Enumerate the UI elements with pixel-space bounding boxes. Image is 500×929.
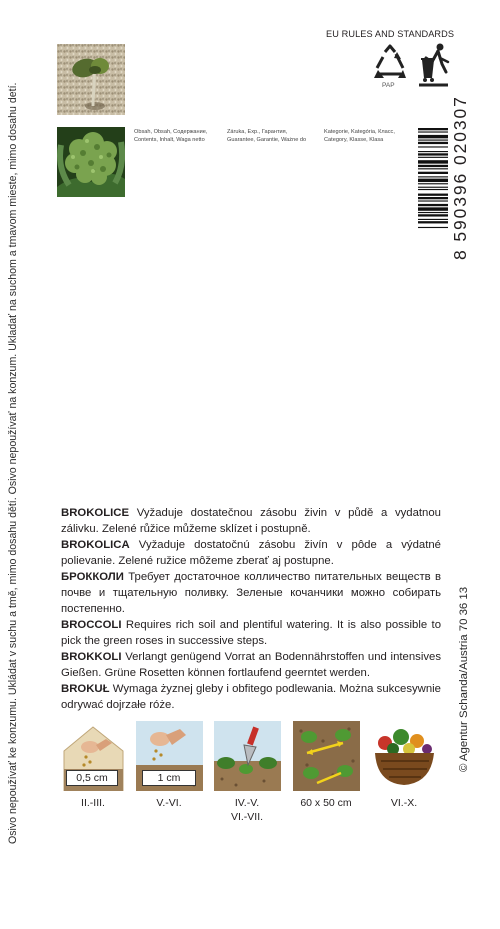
description-text: Verlangt genügend Vorrat an Bodennährstoffen und intensives Gießen. Grüne Rosetten können fortlaufend geerntet werden.	[61, 651, 441, 679]
recycle-icon	[370, 44, 410, 82]
variety-name: BROKOLICE	[61, 507, 130, 519]
contents-column	[134, 128, 207, 144]
no-litter-bin-icon	[418, 42, 452, 88]
sow-outdoor-depth: 1 cm	[142, 770, 196, 786]
contents-label-line: Contents, Inhalt, Waga netto	[134, 137, 205, 143]
barcode	[418, 128, 448, 260]
guarantee-column	[227, 128, 306, 144]
variety-name: BROKOLICA	[61, 539, 130, 551]
transplant-months-2: VI.-VII.	[230, 811, 264, 823]
description-text: Требует достаточное колличество питательных веществ в почве и тщательную поливку. Зеленые кочанчики можно собирать постепенно.	[61, 571, 441, 615]
broccoli-photo	[57, 127, 125, 197]
eu-standards-heading: EU RULES AND STANDARDS	[326, 29, 455, 39]
description-ru	[61, 569, 441, 617]
category-column	[324, 128, 395, 144]
category-label-line: Category, Klasse, Klasa	[324, 137, 384, 143]
description-text: Vyžaduje dostatočnú zásobu živín v pôde a výdatné polievanie. Zelené ružice môžeme zberať aj postupne.	[61, 539, 441, 567]
sow-outdoor-months: V.-VI.	[156, 797, 182, 809]
transplant-pictogram	[214, 721, 281, 791]
variety-name: БРОККОЛИ	[61, 571, 124, 583]
harvest-months: VI.-X.	[390, 797, 418, 809]
spacing-pictogram	[293, 721, 360, 791]
transplant-months-1: IV.-V.	[234, 797, 260, 809]
harvest-pictogram	[371, 721, 438, 791]
spacing-label: 60 x 50 cm	[300, 797, 352, 809]
sow-outdoor-pictogram	[136, 721, 203, 791]
guarantee-label-line: Guarantee, Garantie, Ważne do	[227, 137, 307, 143]
description-cs	[61, 505, 441, 537]
description-text: Vyžaduje dostatečnou zásobu živin v půdě a vydatnou zálivku. Zelené růžice můžeme sklízet i postupně.	[61, 507, 441, 535]
description-pl	[61, 681, 441, 713]
description-text: Wymaga żyznej gleby i obfitego podlewania. Można sukcesywnie odrywać dojrzałe róże.	[61, 683, 441, 711]
description-en	[61, 617, 441, 649]
storage-instructions-side-text: Osivo nepoužívať ke konzumu. Ukládat v suchu a tmě, mimo dosahu dětí. Osivo nepoužívať na konzum. Ukladať na suchom a tmavom mieste, mimo dosahu detí.	[7, 82, 19, 844]
sow-indoor-pictogram	[60, 721, 127, 791]
description-text: Requires rich soil and plentiful watering. It is also possible to pick the green roses in successive steps.	[61, 619, 442, 647]
variety-name: BROCCOLI	[61, 619, 122, 631]
copyright-side-text: © Agentur Schanda/Austria 70 36 13	[458, 586, 470, 772]
barcode-number: 8 590396 020307	[450, 95, 470, 260]
seedling-photo	[57, 44, 125, 115]
sow-indoor-months: II.-III.	[81, 797, 105, 809]
variety-name: BROKKOLI	[61, 651, 122, 663]
pap-label: PAP	[382, 82, 395, 89]
guarantee-label-line: Záruka, Exp., Гарантия,	[227, 129, 288, 135]
variety-name: BROKUŁ	[61, 683, 110, 695]
description-sk	[61, 537, 441, 569]
sow-indoor-depth: 0,5 cm	[66, 770, 118, 786]
description-de	[61, 649, 441, 681]
variety-descriptions	[61, 505, 441, 713]
category-label-line: Kategorie, Kategória, Класс,	[324, 129, 395, 135]
contents-label-line: Obsah, Obsah, Содержание,	[134, 129, 208, 135]
